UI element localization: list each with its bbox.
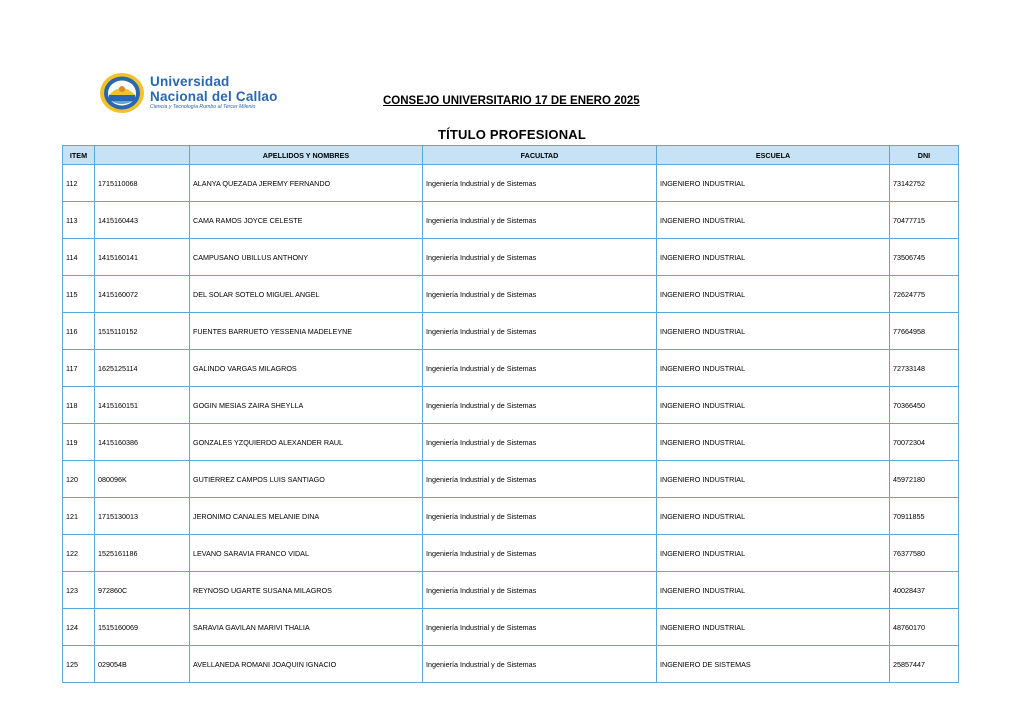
cell-names: GUTIERREZ CAMPOS LUIS SANTIAGO xyxy=(190,461,423,498)
table-row xyxy=(63,239,959,276)
table-row xyxy=(63,609,959,646)
cell-code: 1515160069 xyxy=(95,609,190,646)
cell-dni: 76377580 xyxy=(890,535,959,572)
cell-code: 1715110068 xyxy=(95,165,190,202)
cell-code: 1415160443 xyxy=(95,202,190,239)
table-row xyxy=(63,165,959,202)
cell-school: INGENIERO INDUSTRIAL xyxy=(657,350,890,387)
cell-item: 114 xyxy=(63,239,95,276)
cell-faculty: Ingeniería Industrial y de Sistemas xyxy=(423,165,657,202)
cell-school: INGENIERO INDUSTRIAL xyxy=(657,387,890,424)
cell-code: 080096K xyxy=(95,461,190,498)
cell-names: AVELLANEDA ROMANI JOAQUIN IGNACIO xyxy=(190,646,423,683)
cell-code: 1415160072 xyxy=(95,276,190,313)
cell-faculty: Ingeniería Industrial y de Sistemas xyxy=(423,461,657,498)
logo-text xyxy=(150,75,278,110)
cell-names: GOGIN MESIAS ZAIRA SHEYLLA xyxy=(190,387,423,424)
cell-names: FUENTES BARRUETO YESSENIA MADELEYNE xyxy=(190,313,423,350)
cell-faculty: Ingeniería Industrial y de Sistemas xyxy=(423,202,657,239)
cell-dni: 48760170 xyxy=(890,609,959,646)
column-header-item: ITEM xyxy=(63,146,95,165)
university-logo xyxy=(99,72,278,114)
cell-item: 112 xyxy=(63,165,95,202)
cell-code: 972860C xyxy=(95,572,190,609)
cell-names: ALANYA QUEZADA JEREMY FERNANDO xyxy=(190,165,423,202)
cell-item: 123 xyxy=(63,572,95,609)
cell-dni: 25857447 xyxy=(890,646,959,683)
cell-faculty: Ingeniería Industrial y de Sistemas xyxy=(423,313,657,350)
cell-faculty: Ingeniería Industrial y de Sistemas xyxy=(423,276,657,313)
cell-code: 029054B xyxy=(95,646,190,683)
cell-names: CAMA RAMOS JOYCE CELESTE xyxy=(190,202,423,239)
cell-faculty: Ingeniería Industrial y de Sistemas xyxy=(423,535,657,572)
table-row xyxy=(63,387,959,424)
table-row xyxy=(63,646,959,683)
cell-school: INGENIERO INDUSTRIAL xyxy=(657,313,890,350)
cell-school: INGENIERO INDUSTRIAL xyxy=(657,535,890,572)
column-header-names: APELLIDOS Y NOMBRES xyxy=(190,146,423,165)
cell-faculty: Ingeniería Industrial y de Sistemas xyxy=(423,350,657,387)
cell-dni: 70477715 xyxy=(890,202,959,239)
cell-school: INGENIERO INDUSTRIAL xyxy=(657,202,890,239)
cell-item: 122 xyxy=(63,535,95,572)
cell-school: INGENIERO INDUSTRIAL xyxy=(657,424,890,461)
cell-names: GONZALES YZQUIERDO ALEXANDER RAUL xyxy=(190,424,423,461)
cell-item: 117 xyxy=(63,350,95,387)
cell-names: LEVANO SARAVIA FRANCO VIDAL xyxy=(190,535,423,572)
cell-names: REYNOSO UGARTE SUSANA MILAGROS xyxy=(190,572,423,609)
cell-item: 118 xyxy=(63,387,95,424)
table-row xyxy=(63,498,959,535)
cell-school: INGENIERO DE SISTEMAS xyxy=(657,646,890,683)
cell-names: JERONIMO CANALES MELANIE DINA xyxy=(190,498,423,535)
cell-school: INGENIERO INDUSTRIAL xyxy=(657,609,890,646)
table-body xyxy=(63,165,959,683)
cell-faculty: Ingeniería Industrial y de Sistemas xyxy=(423,609,657,646)
column-header-faculty: FACULTAD xyxy=(423,146,657,165)
table-row xyxy=(63,350,959,387)
cell-code: 1415160151 xyxy=(95,387,190,424)
cell-school: INGENIERO INDUSTRIAL xyxy=(657,572,890,609)
council-title: CONSEJO UNIVERSITARIO 17 DE ENERO 2025 xyxy=(383,95,640,107)
cell-names: CAMPUSANO UBILLUS ANTHONY xyxy=(190,239,423,276)
cell-school: INGENIERO INDUSTRIAL xyxy=(657,165,890,202)
cell-dni: 73506745 xyxy=(890,239,959,276)
cell-school: INGENIERO INDUSTRIAL xyxy=(657,239,890,276)
cell-faculty: Ingeniería Industrial y de Sistemas xyxy=(423,387,657,424)
cell-item: 113 xyxy=(63,202,95,239)
cell-code: 1625125114 xyxy=(95,350,190,387)
table-row xyxy=(63,202,959,239)
cell-code: 1515110152 xyxy=(95,313,190,350)
cell-dni: 72624775 xyxy=(890,276,959,313)
table-header-row xyxy=(63,146,959,165)
cell-school: INGENIERO INDUSTRIAL xyxy=(657,276,890,313)
university-seal-icon xyxy=(99,72,145,114)
column-header-code xyxy=(95,146,190,165)
cell-school: INGENIERO INDUSTRIAL xyxy=(657,498,890,535)
cell-dni: 45972180 xyxy=(890,461,959,498)
cell-item: 119 xyxy=(63,424,95,461)
document-title: TÍTULO PROFESIONAL xyxy=(437,127,587,142)
cell-dni: 72733148 xyxy=(890,350,959,387)
cell-names: GALINDO VARGAS MILAGROS xyxy=(190,350,423,387)
cell-item: 115 xyxy=(63,276,95,313)
cell-item: 116 xyxy=(63,313,95,350)
cell-faculty: Ingeniería Industrial y de Sistemas xyxy=(423,424,657,461)
table-row xyxy=(63,424,959,461)
column-header-school: ESCUELA xyxy=(657,146,890,165)
cell-code: 1715130013 xyxy=(95,498,190,535)
table-row xyxy=(63,313,959,350)
cell-school: INGENIERO INDUSTRIAL xyxy=(657,461,890,498)
cell-code: 1415160386 xyxy=(95,424,190,461)
logo-tagline: Ciencia y Tecnología Rumbo al Tercer Milenio xyxy=(150,104,256,111)
cell-faculty: Ingeniería Industrial y de Sistemas xyxy=(423,498,657,535)
column-header-dni: DNI xyxy=(890,146,959,165)
logo-university-line1: Universidad xyxy=(150,74,230,90)
table-row xyxy=(63,572,959,609)
cell-dni: 70366450 xyxy=(890,387,959,424)
table-row xyxy=(63,276,959,313)
cell-names: SARAVIA GAVILAN MARIVI THALIA xyxy=(190,609,423,646)
cell-dni: 70072304 xyxy=(890,424,959,461)
graduates-table xyxy=(62,145,959,683)
cell-code: 1525161186 xyxy=(95,535,190,572)
cell-faculty: Ingeniería Industrial y de Sistemas xyxy=(423,572,657,609)
cell-dni: 73142752 xyxy=(890,165,959,202)
cell-faculty: Ingeniería Industrial y de Sistemas xyxy=(423,239,657,276)
logo-university-line2: Nacional del Callao xyxy=(150,88,278,104)
cell-dni: 70911855 xyxy=(890,498,959,535)
cell-code: 1415160141 xyxy=(95,239,190,276)
cell-dni: 77664958 xyxy=(890,313,959,350)
cell-item: 120 xyxy=(63,461,95,498)
table-row xyxy=(63,461,959,498)
cell-item: 124 xyxy=(63,609,95,646)
table-row xyxy=(63,535,959,572)
cell-faculty: Ingeniería Industrial y de Sistemas xyxy=(423,646,657,683)
cell-dni: 40028437 xyxy=(890,572,959,609)
cell-names: DEL SOLAR SOTELO MIGUEL ANGEL xyxy=(190,276,423,313)
cell-item: 121 xyxy=(63,498,95,535)
cell-item: 125 xyxy=(63,646,95,683)
